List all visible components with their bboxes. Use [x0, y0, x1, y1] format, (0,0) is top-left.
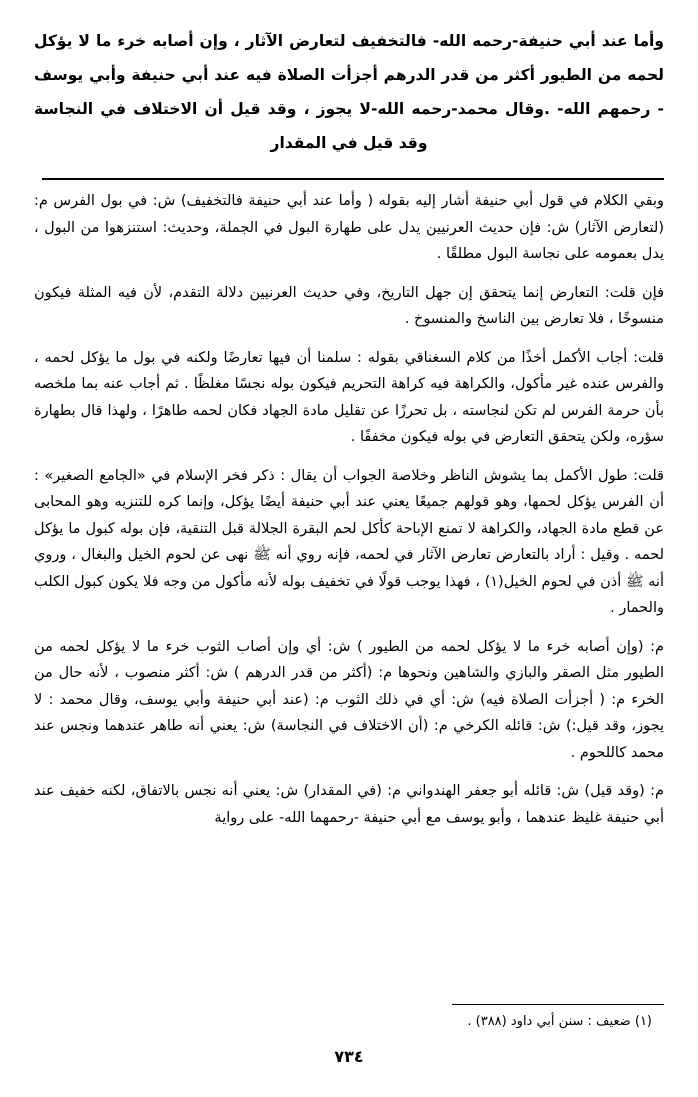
separator-rule — [42, 178, 664, 180]
matn-text: وأما عند أبي حنيفة-رحمه الله- فالتخفيف لتعارض الآثار ، وإن أصابه خرء ما لا يؤكل لحمه من الطيور أكثر من قدر الدرهم أجزأت الصلاة فيه عند أبي حنيفة وأبي يوسف - رحمهم الله- .وقال محمد-رحمه الله-لا يجوز ، وقد قيل أن الاختلاف في النجاسة وقد قيل في المقدار — [34, 32, 664, 152]
commentary-paragraph-1: وبقي الكلام في قول أبي حنيفة أشار إليه بقوله ( وأما عند أبي حنيفة فالتخفيف) ش: في بول الفرس م: (لتعارض الآثار) ش: فإن حديث العرنيين يدل على طهارة البول في الجملة، وحديث: استنزهوا من البول ، يدل بعمومه على نجاسة البول مطلقًا . — [34, 193, 664, 262]
footnote: (١) ضعيف : سنن أبي داود (٣٨٨) . — [467, 1014, 652, 1029]
footnote-rule — [452, 1004, 664, 1005]
commentary-paragraph-4: قلت: طول الأكمل بما يشوش الناظر وخلاصة الجواب أن يقال : ذكر فخر الإسلام في «الجامع الصغير» : أن الفرس يؤكل لحمها، وهو قولهم جميعًا يعني عند أبي حنيفة أيضًا يؤكل، وإنما كره للتنزيه وهو المحابى عن قطع مادة الجهاد، والكراهة لا تمنع الإباحة كأكل لحم البقرة الجلالة قبل التنقية، فإن بوله كبول ما يؤكل لحمه . وقيل : أراد بالتعارض تعارض الآثار في لحمه، فإنه روي أنه ﷺ نهى عن لحوم الخيل والبغال ، وروي أنه ﷺ أذن في لحوم الخيل(١) ، فهذا يوجب قولًا في تخفيف بوله لأنه مأكول من وجه فلا يكون كبول الكلب والحمار . — [34, 467, 664, 616]
page — [34, 24, 664, 1066]
commentary — [34, 188, 664, 843]
page-number: ٧٣٤ — [334, 1047, 364, 1066]
commentary-paragraph-3: قلت: أجاب الأكمل أخذًا من كلام السغناقي بقوله : سلمنا أن فيها تعارضًا ولكنه في بول ما يؤكل لحمه ، والفرس عنده غير مأكول، والكراهة فيه كراهة التحريم فيكون بوله نجسًا مغلظًا . ثم أجاب عنه بما ملخصه بأن حرمة الفرس لم تكن لنجاسته ، بل تحرزًا عن تقليل مادة الجهاد فكان لحمه طاهرًا ، ولهذا قال بطهارة سؤره، ولكن يتحقق التعارض في بوله فيكون مخففًا . — [34, 349, 664, 445]
commentary-paragraph-2: فإن قلت: التعارض إنما يتحقق إن جهل التاريخ، وفي حديث العرنيين دلالة التقدم، لأن فيه المثلة فيكون منسوخًا ، فلا تعارض بين الناسخ والمنسوخ . — [34, 284, 664, 327]
commentary-paragraph-5: م: (وإن أصابه خرء ما لا يؤكل لحمه من الطيور ) ش: أي وإن أصاب الثوب خرء ما لا يؤكل لحمه من الطيور مثل الصقر والبازي والشاهين ونحوها م: (أكثر من قدر الدرهم ) ش: أكثر منصوب ، لأنه حال من الخرء م: ( أجزأت الصلاة فيه) ش: أي في ذلك الثوب م: (عند أبي حنيفة وأبي يوسف، وقال محمد : لا يجوز، وقد قيل:) ش: قائله الكرخي م: (أن الاختلاف في النجاسة) ش: يعني أنه طاهر عندهما ونجس عند محمد كاللحوم . — [34, 638, 664, 761]
commentary-paragraph-6: م: (وقد قيل) ش: قائله أبو جعفر الهندواني م: (في المقدار) ش: يعني أنه نجس بالاتفاق، لكنه خفيف عند أبي حنيفة غليظ عندهما ، وأبو يوسف مع أبي حنيفة -رحمهما الله- على رواية — [34, 783, 664, 826]
